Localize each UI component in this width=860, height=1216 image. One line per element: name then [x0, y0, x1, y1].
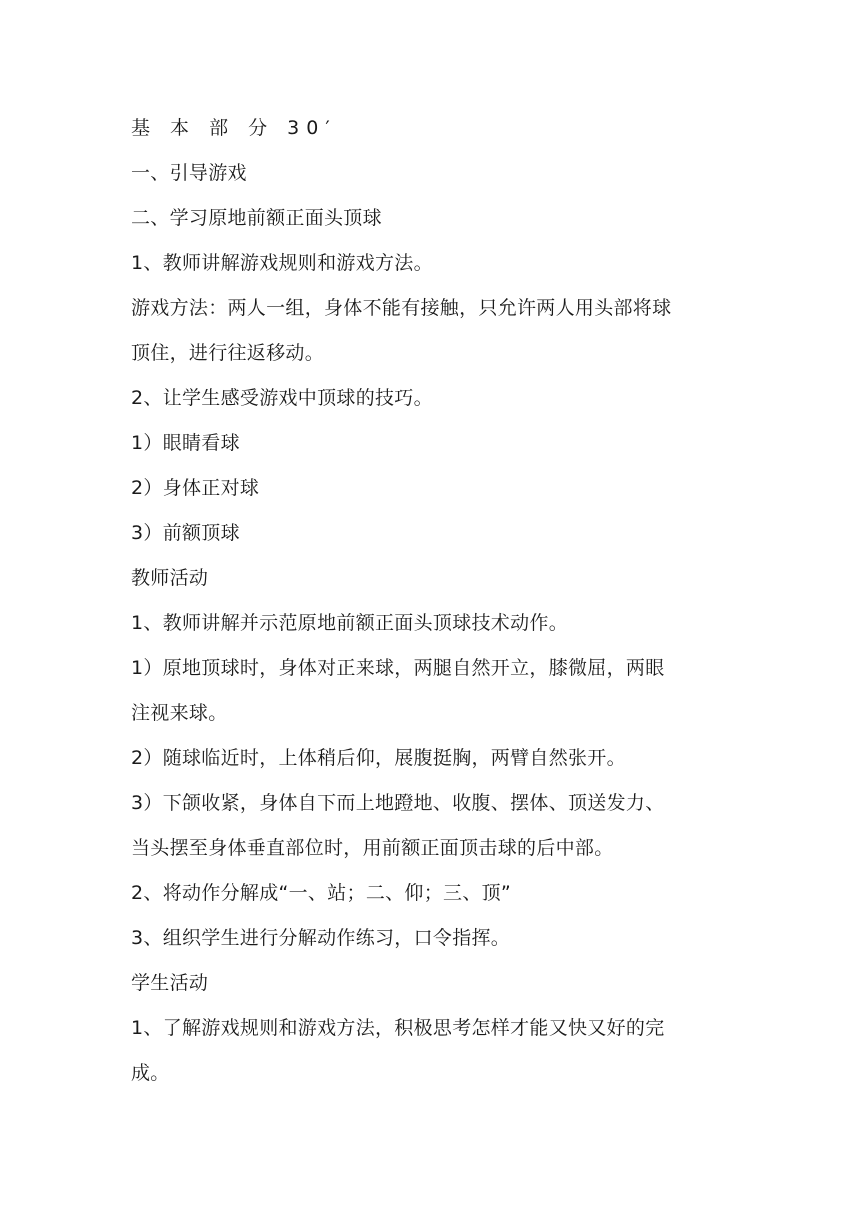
text-line: 当头摆至身体垂直部位时，用前额正面顶击球的后中部。: [131, 837, 614, 859]
text-line: 1）原地顶球时，身体对正来球，两腿自然开立，膝微屈，两眼: [131, 657, 665, 679]
text-line: 2）身体正对球: [131, 477, 260, 499]
text-line: 1）眼睛看球: [131, 432, 240, 454]
text-line: 3）前额顶球: [131, 522, 240, 544]
text-line: 游戏方法：两人一组，身体不能有接触，只允许两人用头部将球: [131, 297, 672, 319]
text-line: 学生活动: [131, 972, 209, 994]
text-line: 3）下颌收紧，身体自下而上地蹬地、收腹、摆体、顶送发力、: [131, 792, 665, 814]
text-line: 二、学习原地前额正面头顶球: [131, 207, 382, 229]
text-line: 成。: [131, 1062, 170, 1084]
text-line: 1、了解游戏规则和游戏方法，积极思考怎样才能又快又好的完: [131, 1017, 665, 1039]
text-line: 2、让学生感受游戏中顶球的技巧。: [131, 387, 433, 409]
text-line: 一、引导游戏: [131, 162, 247, 184]
section-heading: 基 本 部 分 30′: [131, 117, 337, 139]
text-line: 2）随球临近时，上体稍后仰，展腹挺胸，两臂自然张开。: [131, 747, 626, 769]
text-line: 3、组织学生进行分解动作练习，口令指挥。: [131, 927, 511, 949]
text-line: 教师活动: [131, 567, 209, 589]
text-line: 注视来球。: [131, 702, 228, 724]
text-line: 1、教师讲解并示范原地前额正面头顶球技术动作。: [131, 612, 568, 634]
text-line: 顶住，进行往返移动。: [131, 342, 325, 364]
text-line: 2、将动作分解成“一、站；二、仰；三、顶”: [131, 882, 512, 904]
text-line: 1、教师讲解游戏规则和游戏方法。: [131, 252, 433, 274]
